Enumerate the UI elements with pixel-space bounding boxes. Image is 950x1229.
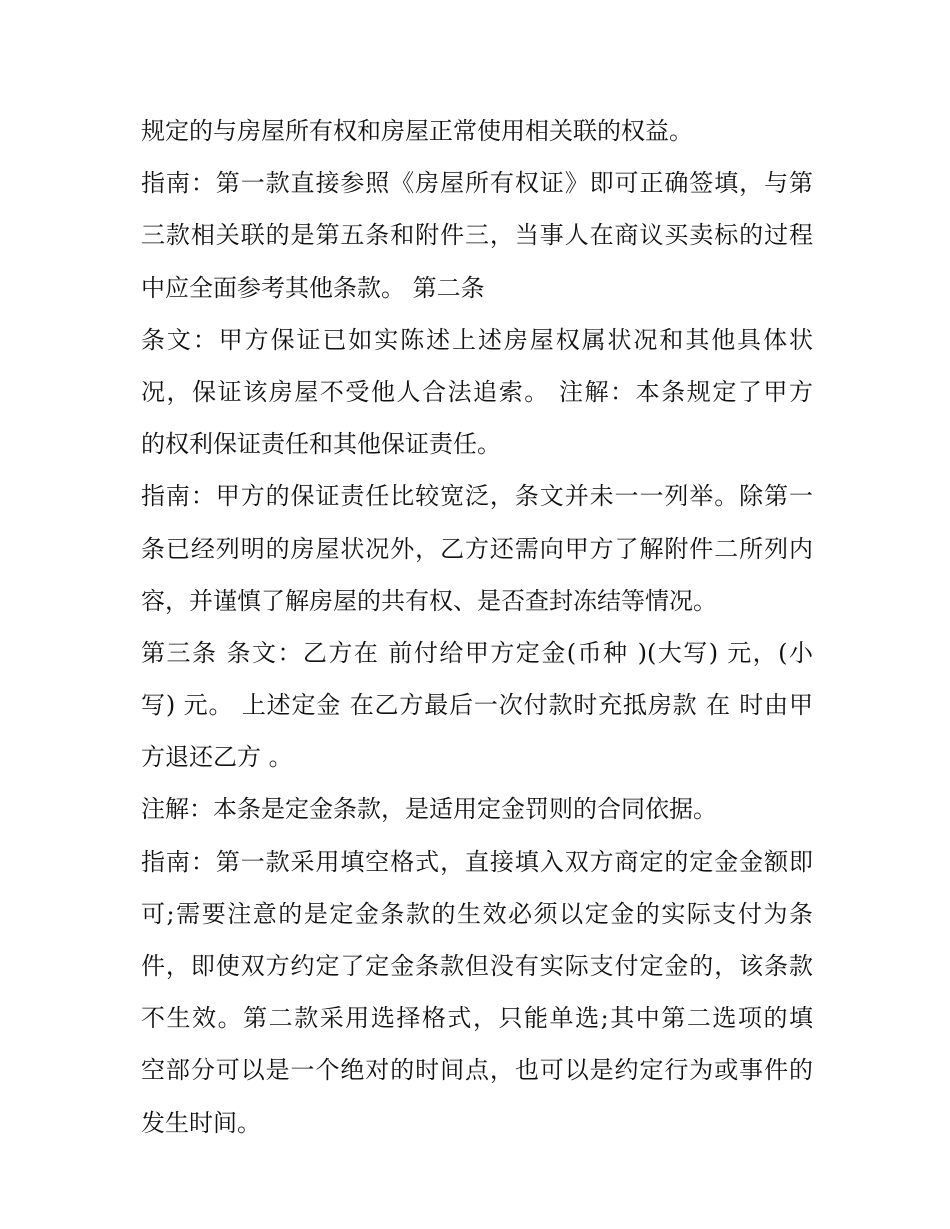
text-line: 注解：本条是定金条款，是适用定金罚则的合同依据。 [141,795,717,824]
text-line: 可;需要注意的是定金条款的生效必须以定金的实际支付为条 [141,899,813,928]
text-line: 指南：第一款直接参照《房屋所有权证》即可正确签填，与第 [141,169,813,198]
text-line: 条已经列明的房屋状况外，乙方还需向甲方了解附件二所列内 [141,534,813,563]
text-line: 指南：第一款采用填空格式，直接填入双方商定的定金金额即 [141,847,813,876]
text-line: 指南：甲方的保证责任比较宽泛，条文并未一一列举。除第一 [141,482,813,511]
text-line: 的权利保证责任和其他保证责任。 [141,430,501,459]
text-line: 况，保证该房屋不受他人合法追索。 注解：本条规定了甲方 [141,377,813,406]
text-line: 方退还乙方 。 [141,743,293,772]
text-line: 空部分可以是一个绝对的时间点，也可以是约定行为或事件的 [141,1056,813,1085]
text-line: 规定的与房屋所有权和房屋正常使用相关联的权益。 [141,117,693,145]
text-line: 件，即使双方约定了定金条款但没有实际支付定金的，该条款 [141,952,813,980]
text-line: 中应全面参考其他条款。 第二条 [141,273,485,302]
text-line: 第三条 条文：乙方在 前付给甲方定金(币种 )(大写) 元，(小 [141,638,813,667]
text-line: 发生时间。 [141,1108,261,1137]
text-line: 条文：甲方保证已如实陈述上述房屋权属状况和其他具体状 [141,325,813,354]
text-line: 三款相关联的是第五条和附件三，当事人在商议买卖标的过程 [141,221,813,250]
document-body [141,108,813,1152]
text-line: 写) 元。 上述定金 在乙方最后一次付款时充抵房款 在 时由甲 [141,691,813,720]
text-line: 不生效。第二款采用选择格式，只能单选;其中第二选项的填 [141,1004,813,1033]
text-line: 容，并谨慎了解房屋的共有权、是否查封冻结等情况。 [141,586,717,615]
